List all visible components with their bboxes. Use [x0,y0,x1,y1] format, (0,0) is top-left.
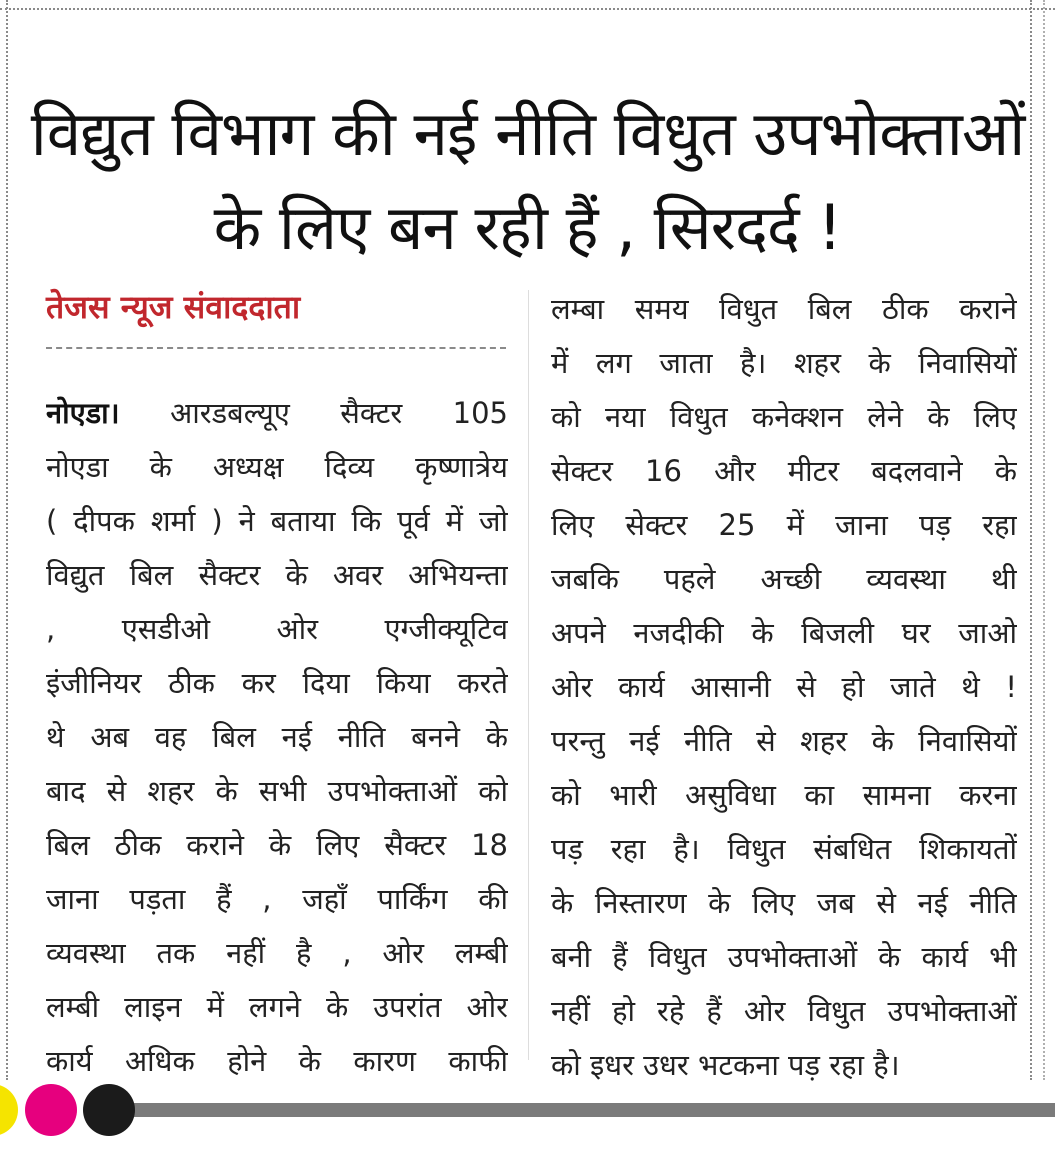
headline-line-2: के लिए बन रही हैं , सिरदर्द ! [213,190,842,264]
article-line: बिल ठीक कराने के लिए सैक्टर 18 [46,828,508,862]
byline: तेजस न्यूज संवाददाता [46,288,301,326]
article-line: को इधर उधर भटकना पड़ रहा है। [551,1048,900,1082]
article-line: लम्बा समय विधुत बिल ठीक कराने [551,292,1017,326]
article-line: इंजीनियर ठीक कर दिया किया करते [46,666,508,700]
headline-line-1: विद्युत विभाग की नई नीति विधुत उपभोक्ताओं [30,96,1025,170]
article-line: , एसडीओ ओर एग्जीक्यूटिव [46,612,508,646]
article-line: बाद से शहर के सभी उपभोक्ताओं को [46,774,508,808]
article-line: नहीं हो रहे हैं ओर विधुत उपभोक्ताओं [551,994,1017,1028]
article-line: अपने नजदीकी के बिजली घर जाओ [551,616,1017,650]
article-line: को भारी असुविधा का सामना करना [551,778,1017,812]
article-line: थे अब वह बिल नई नीति बनने के [46,720,508,754]
article-line: नोएडा के अध्यक्ष दिव्य कृष्णात्रेय [46,450,508,484]
article-column-1 [46,386,508,1088]
article-line: व्यवस्था तक नहीं है , ओर लम्बी [46,936,508,970]
black-dot [83,1084,135,1136]
article-line: जाना पड़ता हैं , जहाँ पार्किंग की [46,882,508,916]
article-line [46,386,508,440]
top-dotted-border [0,8,1055,10]
article-line: ( दीपक शर्मा ) ने बताया कि पूर्व में जो [46,504,508,538]
left-dotted-border [6,0,8,1080]
headline [30,87,1025,275]
right-dotted-border-outer [1043,0,1045,1080]
article-line: लिए सेक्टर 25 में जाना पड़ रहा [551,508,1017,542]
dateline: नोएडा। [46,396,120,430]
article-line: में लग जाता है। शहर के निवासियों [551,346,1017,380]
article-line: को नया विधुत कनेक्शन लेने के लिए [551,400,1017,434]
article-line: के निस्तारण के लिए जब से नई नीति [551,886,1017,920]
byline-divider [46,347,506,349]
column-divider [528,290,529,1060]
article-line: परन्तु नई नीति से शहर के निवासियों [551,724,1017,758]
article-line: विद्युत बिल सैक्टर के अवर अभियन्ता [46,558,508,592]
article-line: कार्य अधिक होने के कारण काफी [46,1044,508,1078]
footer-bar [120,1103,1055,1117]
article-line: लम्बी लाइन में लगने के उपरांत ओर [46,990,508,1024]
article-line-text: आरडबल्यूए सैक्टर 105 [170,396,508,430]
article-line: बनी हैं विधुत उपभोक्ताओं के कार्य भी [551,940,1017,974]
article-line: जबकि पहले अच्छी व्यवस्था थी [551,562,1017,596]
article-line: ओर कार्य आसानी से हो जाते थे ! [551,670,1017,704]
magenta-dot [25,1084,77,1136]
article-column-2 [551,282,1017,1092]
right-dotted-border [1030,0,1032,1080]
article-line: सेक्टर 16 और मीटर बदलवाने के [551,454,1017,488]
article-line: पड़ रहा है। विधुत संबधित शिकायतों [551,832,1017,866]
yellow-dot [0,1084,18,1136]
